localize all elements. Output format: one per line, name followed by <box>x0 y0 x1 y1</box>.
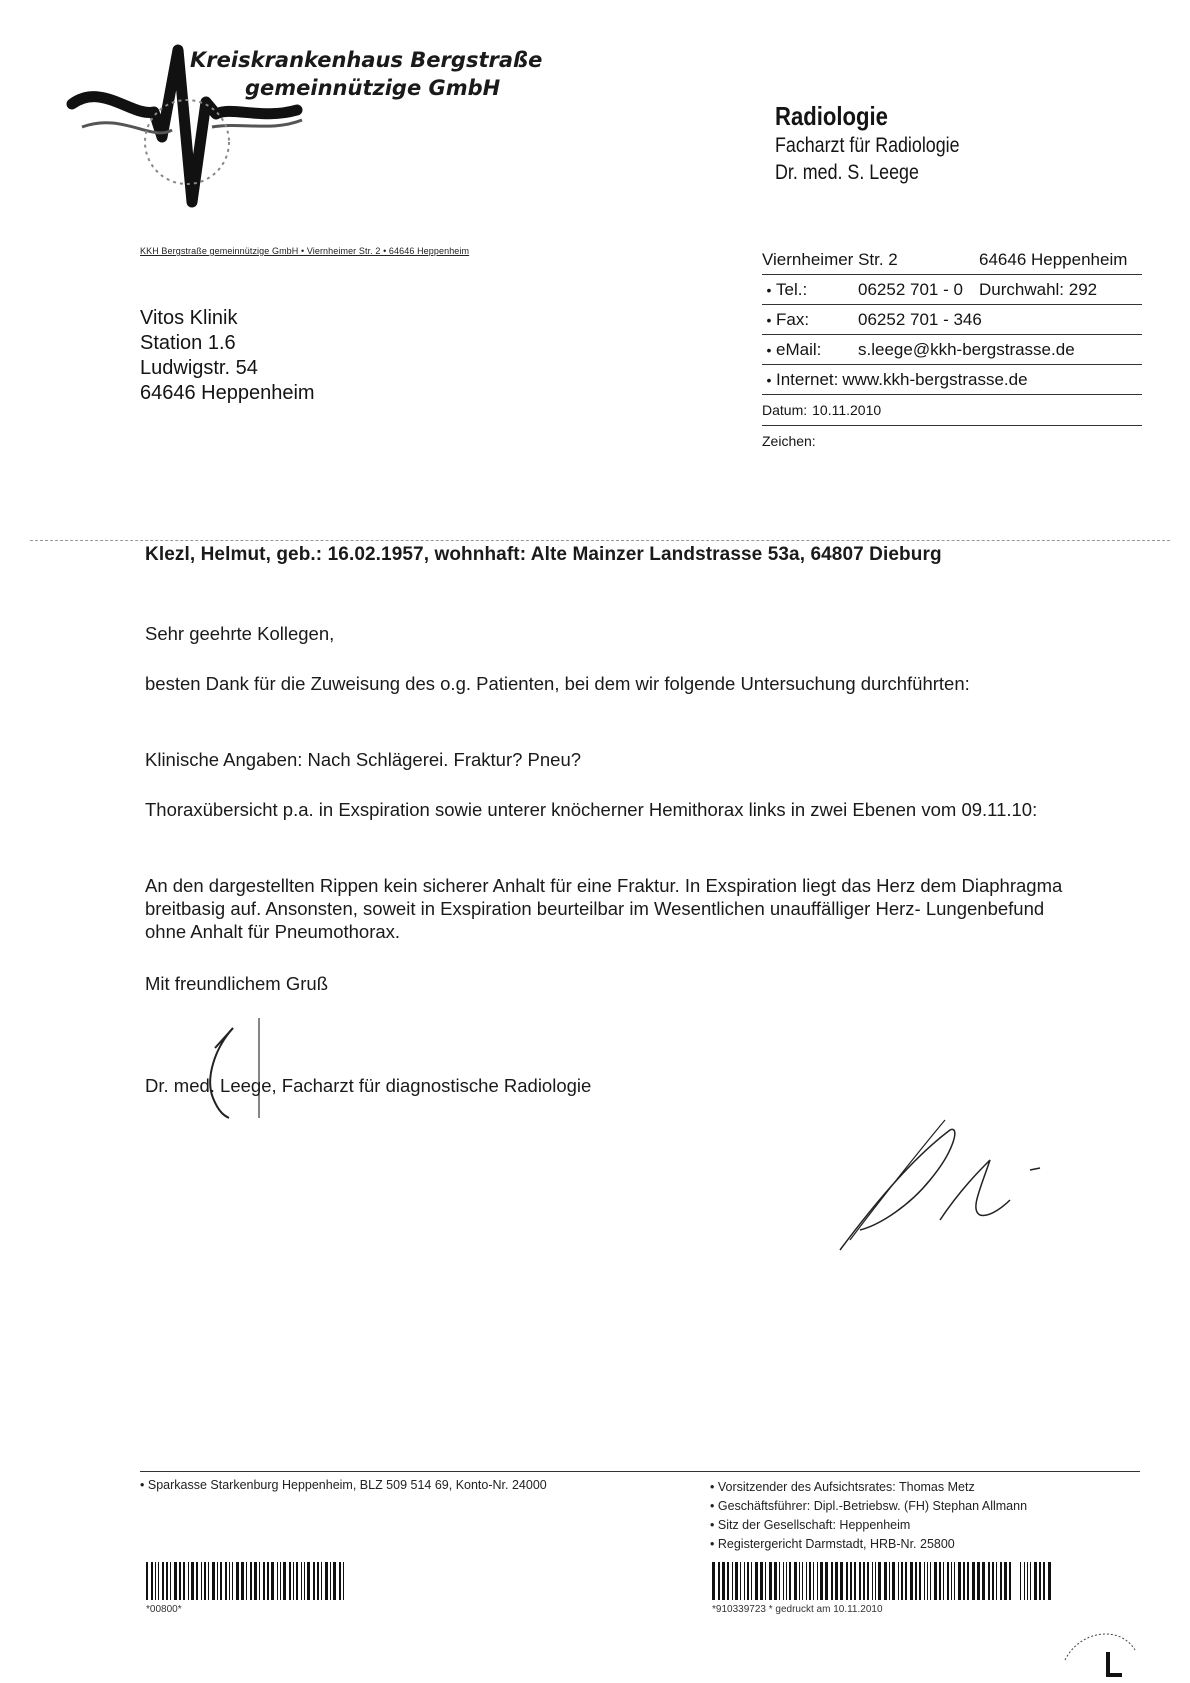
department-doctor: Dr. med. S. Leege <box>775 161 919 184</box>
barcode-bar <box>774 1562 777 1600</box>
barcode-bar <box>884 1562 887 1600</box>
patient-divider <box>30 540 1170 541</box>
bullet-icon: • <box>766 341 772 358</box>
barcode-bar <box>967 1562 969 1600</box>
footer-item: • Vorsitzender des Aufsichtsrates: Thomas Metz <box>710 1480 975 1494</box>
barcode-bar <box>817 1562 818 1600</box>
barcode-bar <box>293 1562 294 1600</box>
barcode-bar <box>799 1562 800 1600</box>
barcode-bar <box>794 1562 797 1600</box>
barcode-bar <box>201 1562 202 1600</box>
fax-label: Fax: <box>776 309 810 329</box>
barcode-bar <box>246 1562 247 1600</box>
barcode-bar <box>307 1562 310 1600</box>
barcode-bar <box>850 1562 852 1600</box>
bullet-icon: • <box>766 281 772 298</box>
barcode-bar <box>954 1562 955 1600</box>
barcode-bar <box>217 1562 218 1600</box>
letter-findings: An den dargestellten Rippen kein sicherer Anhalt für eine Fraktur. In Exspiration liegt das Herz dem Diaphragma breitbasig auf. Ansonsten, soweit in Exspiration beurteilbar im Wesentlichen unauffälliger Herz- Lungenbefund ohne Anhalt für Pneumothorax. <box>145 875 1063 942</box>
barcode-bar <box>863 1562 865 1600</box>
barcode-bar <box>170 1562 171 1600</box>
barcode-bar <box>988 1562 990 1600</box>
barcode-bar <box>1043 1562 1045 1600</box>
letter-signature: Dr. med. Leege, Facharzt für diagnostische Radiologie <box>145 1075 592 1096</box>
barcode-bar <box>196 1562 198 1600</box>
barcode-bar <box>854 1562 856 1600</box>
barcode-bar <box>977 1562 980 1600</box>
recipient-line1: Vitos Klinik <box>140 307 238 329</box>
barcode-bar <box>835 1562 838 1600</box>
signature-stroke-icon <box>185 1018 285 1128</box>
barcode-label: *910339723 * gedruckt am 10.11.2010 <box>712 1604 883 1615</box>
barcode-bar <box>1039 1562 1041 1600</box>
barcode-bar <box>254 1562 257 1600</box>
barcode-bar <box>820 1562 823 1600</box>
barcode-bar <box>831 1562 833 1600</box>
bullet-icon: • <box>140 1478 148 1492</box>
barcode-bar <box>166 1562 168 1600</box>
barcode-bar <box>813 1562 814 1600</box>
barcode-bar <box>809 1562 811 1600</box>
barcode-bar <box>901 1562 903 1600</box>
barcode-bar <box>236 1562 239 1600</box>
barcode-bar <box>779 1562 780 1600</box>
barcode-bar <box>1009 1562 1011 1600</box>
barcode-bar <box>183 1562 185 1600</box>
barcode-bar <box>325 1562 328 1600</box>
barcode-bar <box>1020 1562 1021 1600</box>
footer-bank-info <box>140 1478 547 1492</box>
company-seat: Sitz der Gesellschaft: Heppenheim <box>717 1518 911 1532</box>
contact-address-row <box>762 245 1142 275</box>
bullet-icon: • <box>766 311 772 328</box>
barcode-bar <box>958 1562 961 1600</box>
barcode-bar <box>872 1562 873 1600</box>
barcode-bar <box>225 1562 227 1600</box>
barcode-bar <box>158 1562 159 1600</box>
barcode-icon <box>146 1562 346 1600</box>
barcode-bar <box>208 1562 209 1600</box>
barcode-bar <box>927 1562 928 1600</box>
letter-intro: besten Dank für die Zuweisung des o.g. Patienten, bei dem wir folgende Untersuchung durchführten: <box>145 673 970 694</box>
email-value: s.leege@kkh-bergstrasse.de <box>858 339 1075 359</box>
contact-city: 64646 Heppenheim <box>979 249 1128 269</box>
barcode-bar <box>924 1562 925 1600</box>
fax-value: 06252 701 - 346 <box>858 309 982 329</box>
department-title: Radiologie <box>775 101 888 131</box>
barcode-bar <box>277 1562 278 1600</box>
department-subtitle: Facharzt für Radiologie <box>775 134 960 157</box>
contact-email-row <box>762 335 1142 365</box>
barcode-bar <box>786 1562 787 1600</box>
internet-value: www.kkh-bergstrasse.de <box>842 369 1028 389</box>
recipient-line3: Ludwigstr. 54 <box>140 357 258 379</box>
barcode-bar <box>972 1562 975 1600</box>
managing-director: Geschäftsführer: Dipl.-Betriebsw. (FH) Stephan Allmann <box>717 1499 1028 1513</box>
barcode-bar <box>783 1562 784 1600</box>
patient-line: Klezl, Helmut, geb.: 16.02.1957, wohnhaft: Alte Mainzer Landstrasse 53a, 64807 Dieburg <box>145 544 942 565</box>
barcode-bar <box>875 1562 876 1600</box>
contact-date-row <box>762 395 1142 426</box>
barcode-bar <box>162 1562 164 1600</box>
tel-label: Tel.: <box>776 279 808 299</box>
barcode-bar <box>898 1562 899 1600</box>
handwritten-signature-icon <box>830 1110 1050 1260</box>
barcode-bar <box>751 1562 752 1600</box>
barcode-bar <box>1024 1562 1025 1600</box>
organization-name <box>190 46 542 102</box>
barcode-bar <box>1030 1562 1031 1600</box>
barcode-bar <box>212 1562 215 1600</box>
contact-fax-row <box>762 305 1142 335</box>
stamp-icon <box>1060 1620 1140 1680</box>
direct-dial: Durchwahl: 292 <box>979 279 1098 299</box>
barcode-bar <box>846 1562 848 1600</box>
department-block <box>775 100 992 186</box>
barcode-bar <box>947 1562 949 1600</box>
barcode-bar <box>220 1562 222 1600</box>
barcode-bar <box>789 1562 791 1600</box>
barcode-icon <box>1020 1562 1053 1600</box>
recipient-line2: Station 1.6 <box>140 332 236 354</box>
barcode-bar <box>712 1562 715 1600</box>
barcode-bar <box>919 1562 921 1600</box>
barcode-bar <box>982 1562 985 1600</box>
barcode-bar <box>1027 1562 1028 1600</box>
barcode-bar <box>930 1562 931 1600</box>
barcode-bar <box>992 1562 994 1600</box>
barcode-bar <box>191 1562 194 1600</box>
barcode-bar <box>722 1562 725 1600</box>
barcode-bar <box>289 1562 291 1600</box>
footer-item: • Sitz der Gesellschaft: Heppenheim <box>710 1518 911 1532</box>
barcode-bar <box>313 1562 315 1600</box>
date-value: 10.11.2010 <box>812 402 882 418</box>
contact-table <box>762 245 1142 456</box>
contact-street: Viernheimer Str. 2 <box>762 249 898 269</box>
barcode-bar <box>179 1562 181 1600</box>
barcode-bar <box>1048 1562 1051 1600</box>
letter-examination: Thoraxübersicht p.a. in Exspiration sowie unterer knöcherner Hemithorax links in zwei Ebenen vom 09.11.10: <box>145 799 1038 820</box>
internet-label: Internet: <box>776 369 839 389</box>
barcode-bar <box>859 1562 861 1600</box>
email-label: eMail: <box>776 339 822 359</box>
recipient-address <box>140 306 315 406</box>
barcode-bar <box>943 1562 944 1600</box>
barcode-bar <box>304 1562 305 1600</box>
letter-clinical-info: Klinische Angaben: Nach Schlägerei. Fraktur? Pneu? <box>145 749 582 770</box>
date-label: Datum: <box>762 402 808 418</box>
org-name-line1: Kreiskrankenhaus Bergstraße <box>190 48 543 72</box>
barcode-bar <box>339 1562 341 1600</box>
contact-tel-row <box>762 275 1142 305</box>
contact-sign-row <box>762 426 1142 456</box>
barcode-bar <box>934 1562 937 1600</box>
footer-item: • Geschäftsführer: Dipl.-Betriebsw. (FH) Stephan Allmann <box>710 1499 1028 1513</box>
footer-item: • Registergericht Darmstadt, HRB-Nr. 25800 <box>710 1537 955 1551</box>
barcode-bar <box>321 1562 322 1600</box>
barcode-bar <box>765 1562 766 1600</box>
barcode-bar <box>747 1562 749 1600</box>
barcode-bar <box>892 1562 895 1600</box>
register-court: Registergericht Darmstadt, HRB-Nr. 25800 <box>717 1537 955 1551</box>
barcode-bar <box>1000 1562 1002 1600</box>
barcode-bar <box>939 1562 941 1600</box>
barcode-bar <box>263 1562 265 1600</box>
barcode-bar <box>188 1562 189 1600</box>
barcode-bar <box>333 1562 336 1600</box>
barcode-bar <box>755 1562 758 1600</box>
barcode-bar <box>802 1562 803 1600</box>
barcode-bar <box>267 1562 269 1600</box>
barcode-bar <box>769 1562 772 1600</box>
barcode-bar <box>155 1562 156 1600</box>
barcode-bar <box>905 1562 907 1600</box>
barcode-bar <box>343 1562 344 1600</box>
barcode-bar <box>806 1562 807 1600</box>
barcode-bar <box>174 1562 177 1600</box>
barcode-bar <box>878 1562 881 1600</box>
barcode-bar <box>204 1562 206 1600</box>
recipient-line4: 64646 Heppenheim <box>140 382 315 404</box>
barcode-bar <box>915 1562 917 1600</box>
barcode-bar <box>732 1562 733 1600</box>
footer-company-info <box>710 1478 1027 1554</box>
barcode-bar <box>963 1562 965 1600</box>
barcode-bar <box>825 1562 828 1600</box>
footer-divider <box>140 1471 1140 1472</box>
tel-value: 06252 701 - 0 <box>858 279 963 299</box>
barcode-bar <box>760 1562 763 1600</box>
barcode-bar <box>280 1562 281 1600</box>
barcode-bar <box>241 1562 244 1600</box>
barcode-bar <box>867 1562 869 1600</box>
bullet-icon: • <box>766 371 772 388</box>
barcode-bar <box>283 1562 286 1600</box>
barcode-bar <box>740 1562 741 1600</box>
barcode-bar <box>259 1562 260 1600</box>
barcode-bar <box>301 1562 302 1600</box>
bank-details: Sparkasse Starkenburg Heppenheim, BLZ 509 514 69, Konto-Nr. 24000 <box>147 1478 547 1492</box>
org-name-line2: gemeinnützige GmbH <box>245 76 501 100</box>
barcode-bar <box>1004 1562 1007 1600</box>
barcode-bar <box>146 1562 148 1600</box>
barcode-icon <box>712 1562 1014 1600</box>
barcode-label: *00800* <box>146 1604 182 1615</box>
sign-label: Zeichen: <box>762 433 816 449</box>
barcode-bar <box>951 1562 952 1600</box>
letter-greeting: Sehr geehrte Kollegen, <box>145 623 335 644</box>
supervisory-board-chair: Vorsitzender des Aufsichtsrates: Thomas Metz <box>717 1480 975 1494</box>
barcode-bar <box>229 1562 230 1600</box>
barcode-bar <box>271 1562 274 1600</box>
barcode-bar <box>910 1562 913 1600</box>
barcode-bar <box>889 1562 890 1600</box>
sender-return-address: KKH Bergstraße gemeinnützige GmbH • Viernheimer Str. 2 • 64646 Heppenheim <box>140 246 470 256</box>
barcode-bar <box>250 1562 252 1600</box>
barcode-bar <box>735 1562 738 1600</box>
barcode-bar <box>996 1562 997 1600</box>
barcode-bar <box>840 1562 843 1600</box>
contact-internet-row <box>762 365 1142 395</box>
barcode-bar <box>744 1562 745 1600</box>
barcode-bar <box>232 1562 233 1600</box>
barcode-bar <box>317 1562 319 1600</box>
barcode-bar <box>296 1562 298 1600</box>
barcode-bar <box>330 1562 331 1600</box>
barcode-bar <box>727 1562 729 1600</box>
barcode-bar <box>151 1562 153 1600</box>
barcode-bar <box>718 1562 720 1600</box>
barcode-bar <box>1034 1562 1037 1600</box>
letter-closing: Mit freundlichem Gruß <box>145 973 328 994</box>
